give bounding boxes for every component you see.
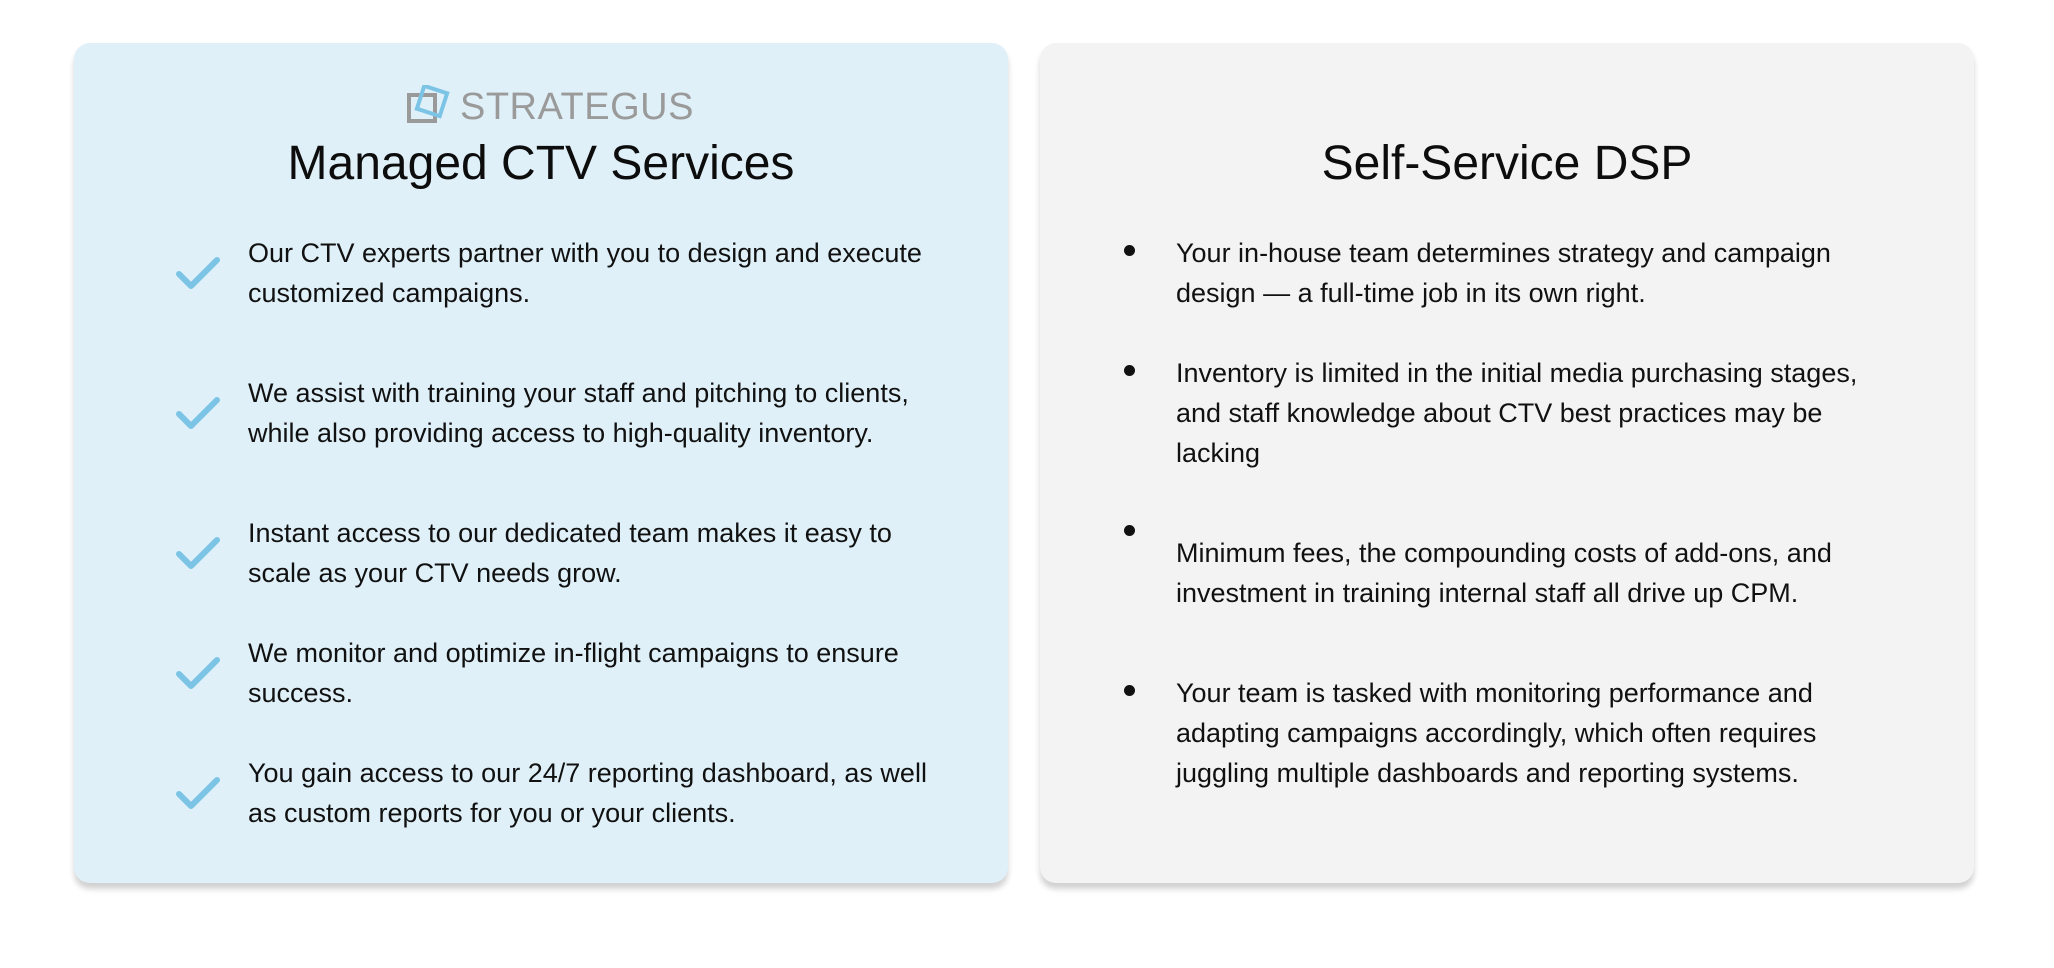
managed-feature-list (176, 233, 956, 833)
check-icon (176, 775, 220, 811)
check-icon (176, 395, 220, 431)
list-item-text: Our CTV experts partner with you to design and execute customized campaigns. (248, 238, 922, 308)
self-service-card (1040, 43, 1974, 883)
list-item (176, 753, 956, 833)
list-item-text: Your team is tasked with monitoring performance and adapting campaigns accordingly, which often requires juggling multiple dashboards and reporting systems. (1176, 678, 1817, 788)
bullet-icon (1124, 365, 1135, 376)
logo-wordmark: STRATEGUS (460, 86, 694, 128)
comparison-cards (74, 43, 1974, 883)
self-service-list (1124, 233, 1924, 793)
list-item (1124, 353, 1924, 473)
check-icon (176, 655, 220, 691)
list-item-text: We monitor and optimize in-flight campaigns to ensure success. (248, 638, 899, 708)
list-item (176, 233, 956, 313)
list-item (176, 353, 956, 473)
managed-ctv-card (74, 43, 1008, 883)
strategus-mark-icon (406, 85, 452, 129)
self-service-card-title: Self-Service DSP (1321, 137, 1693, 190)
bullet-icon (1124, 685, 1135, 696)
list-item-text: Minimum fees, the compounding costs of add-ons, and investment in training internal staff all drive up CPM. (1176, 538, 1832, 608)
list-item-text: You gain access to our 24/7 reporting dashboard, as well as custom reports for you or your clients. (248, 758, 927, 828)
check-icon (176, 255, 220, 291)
list-item-text: Your in-house team determines strategy and campaign design — a full-time job in its own right. (1176, 238, 1831, 308)
list-item-text: We assist with training your staff and pitching to clients, while also providing access to high-quality inventory. (248, 378, 909, 448)
managed-card-title: Managed CTV Services (287, 137, 795, 190)
list-item (1124, 673, 1924, 793)
list-item-text: Inventory is limited in the initial media purchasing stages, and staff knowledge about CTV best practices may be lacking (1176, 358, 1858, 468)
list-item-text: Instant access to our dedicated team makes it easy to scale as your CTV needs grow. (248, 518, 892, 588)
strategus-logo (406, 85, 694, 129)
list-item (176, 633, 956, 713)
list-item (176, 513, 956, 593)
bullet-icon (1124, 525, 1135, 536)
list-item (1124, 513, 1924, 633)
check-icon (176, 535, 220, 571)
bullet-icon (1124, 245, 1135, 256)
list-item (1124, 233, 1924, 313)
